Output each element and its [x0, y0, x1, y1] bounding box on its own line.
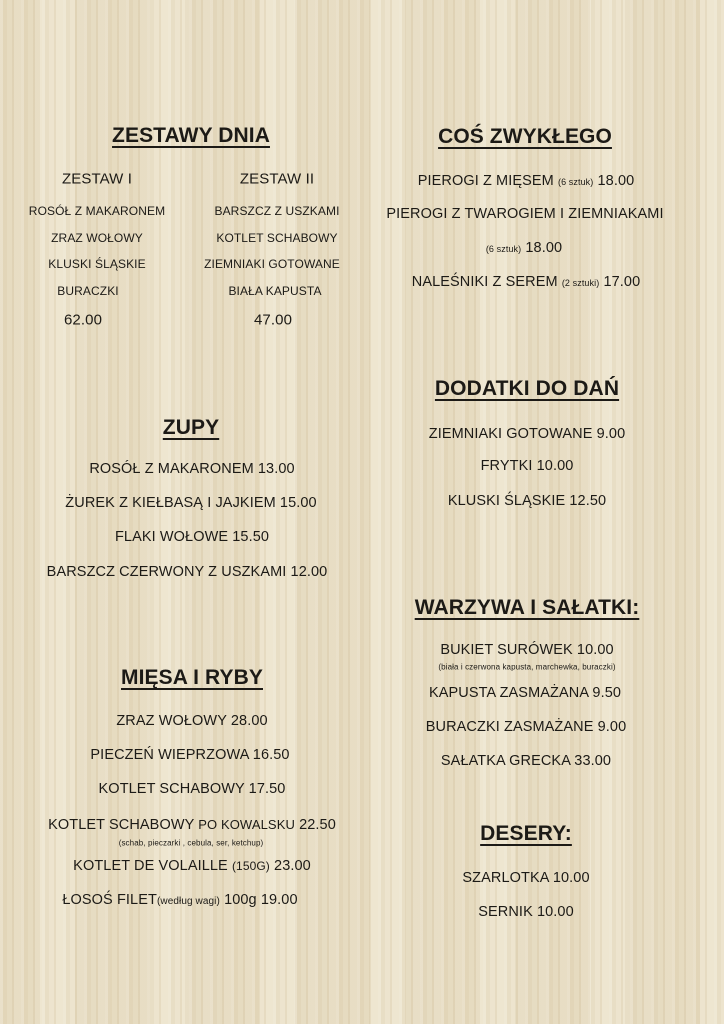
menu-item: ZIEMNIAKI GOTOWANE 9.00	[428, 426, 626, 442]
set-item: KLUSKI ŚLĄSKIE	[48, 257, 146, 271]
menu-item: PIECZEŃ WIEPRZOWA 16.50	[90, 747, 290, 763]
section-title-zupy: ZUPY	[162, 416, 220, 439]
set-item: KOTLET SCHABOWY	[216, 231, 338, 245]
menu-item: PIEROGI Z TWAROGIEM I ZIEMNIAKAMI	[386, 206, 664, 222]
item-price: 18.00	[593, 173, 635, 189]
item-note: (2 sztuki)	[561, 278, 600, 288]
menu-item: KOTLET SCHABOWY 17.50	[98, 781, 286, 797]
menu-item: KLUSKI ŚLĄSKIE 12.50	[447, 493, 607, 509]
menu-item: BURACZKI ZASMAŻANE 9.00	[425, 719, 627, 735]
section-title-warzywa: WARZYWA I SAŁATKI:	[414, 596, 640, 619]
set-name: ZESTAW I	[62, 170, 132, 188]
menu-item: KAPUSTA ZASMAŻANA 9.50	[428, 685, 622, 701]
item-price: 17.00	[599, 274, 641, 290]
item-variant: PO KOWALSKU	[198, 817, 295, 832]
item-price: 22.50	[294, 817, 336, 833]
item-name: PIEROGI Z MIĘSEM	[417, 173, 558, 189]
item-note: (schab, pieczarki , cebula, ser, ketchup)	[118, 838, 264, 848]
item-name: KOTLET DE VOLAILLE	[73, 858, 232, 874]
menu-item-detail	[486, 240, 562, 256]
item-price: 100g 19.00	[219, 892, 298, 908]
menu-item: FRYTKI 10.00	[480, 458, 574, 474]
set-item: BARSZCZ Z USZKAMI	[214, 204, 340, 218]
menu-item: BUKIET SURÓWEK 10.00	[440, 642, 614, 658]
set-item: ROSÓŁ Z MAKARONEM	[28, 204, 166, 218]
section-title-desery: DESERY:	[480, 822, 572, 845]
menu-item	[418, 173, 635, 189]
menu-item: SERNIK 10.00	[478, 904, 574, 920]
section-title-miesa: MIĘSA I RYBY	[121, 666, 263, 689]
item-name: ŁOSOŚ FILET	[62, 892, 157, 908]
item-price: 18.00	[521, 240, 563, 256]
set-item: ZRAZ WOŁOWY	[51, 231, 143, 245]
menu-item: ŻUREK Z KIEŁBASĄ I JAJKIEM 15.00	[65, 495, 317, 511]
menu-item: SZARLOTKA 10.00	[462, 870, 590, 886]
item-note: (6 sztuk)	[485, 244, 522, 254]
menu-item: ZRAZ WOŁOWY 28.00	[116, 713, 268, 729]
item-price: 23.00	[269, 858, 311, 874]
menu-item: ROSÓŁ Z MAKARONEM 13.00	[89, 461, 295, 477]
menu-item	[48, 817, 336, 833]
item-note: (biała i czerwona kapusta, marchewka, buraczki)	[438, 662, 616, 672]
item-name: NALEŚNIKI Z SEREM	[411, 274, 562, 290]
menu-item: FLAKI WOŁOWE 15.50	[114, 529, 270, 545]
section-title-zestawy: ZESTAWY DNIA	[112, 124, 270, 147]
menu-item: BARSZCZ CZERWONY Z USZKAMI 12.00	[46, 564, 328, 580]
set-price: 47.00	[253, 311, 293, 329]
item-note: (6 sztuk)	[557, 177, 594, 187]
set-item: BIAŁA KAPUSTA	[228, 284, 322, 298]
set-name: ZESTAW II	[239, 170, 315, 188]
menu-item: SAŁATKA GRECKA 33.00	[440, 753, 612, 769]
menu-item	[412, 274, 641, 290]
set-price: 62.00	[63, 311, 103, 329]
item-note: (według wagi)	[156, 896, 220, 907]
menu-item	[62, 892, 297, 908]
item-weight: (150G)	[231, 859, 270, 873]
set-item: ZIEMNIAKI GOTOWANE	[204, 257, 340, 271]
section-title-cos: COŚ ZWYKŁEGO	[438, 125, 612, 148]
set-item: BURACZKI	[57, 284, 119, 298]
section-title-dodatki: DODATKI DO DAŃ	[434, 377, 620, 400]
item-name: KOTLET SCHABOWY	[48, 817, 199, 833]
menu-item	[73, 858, 311, 874]
